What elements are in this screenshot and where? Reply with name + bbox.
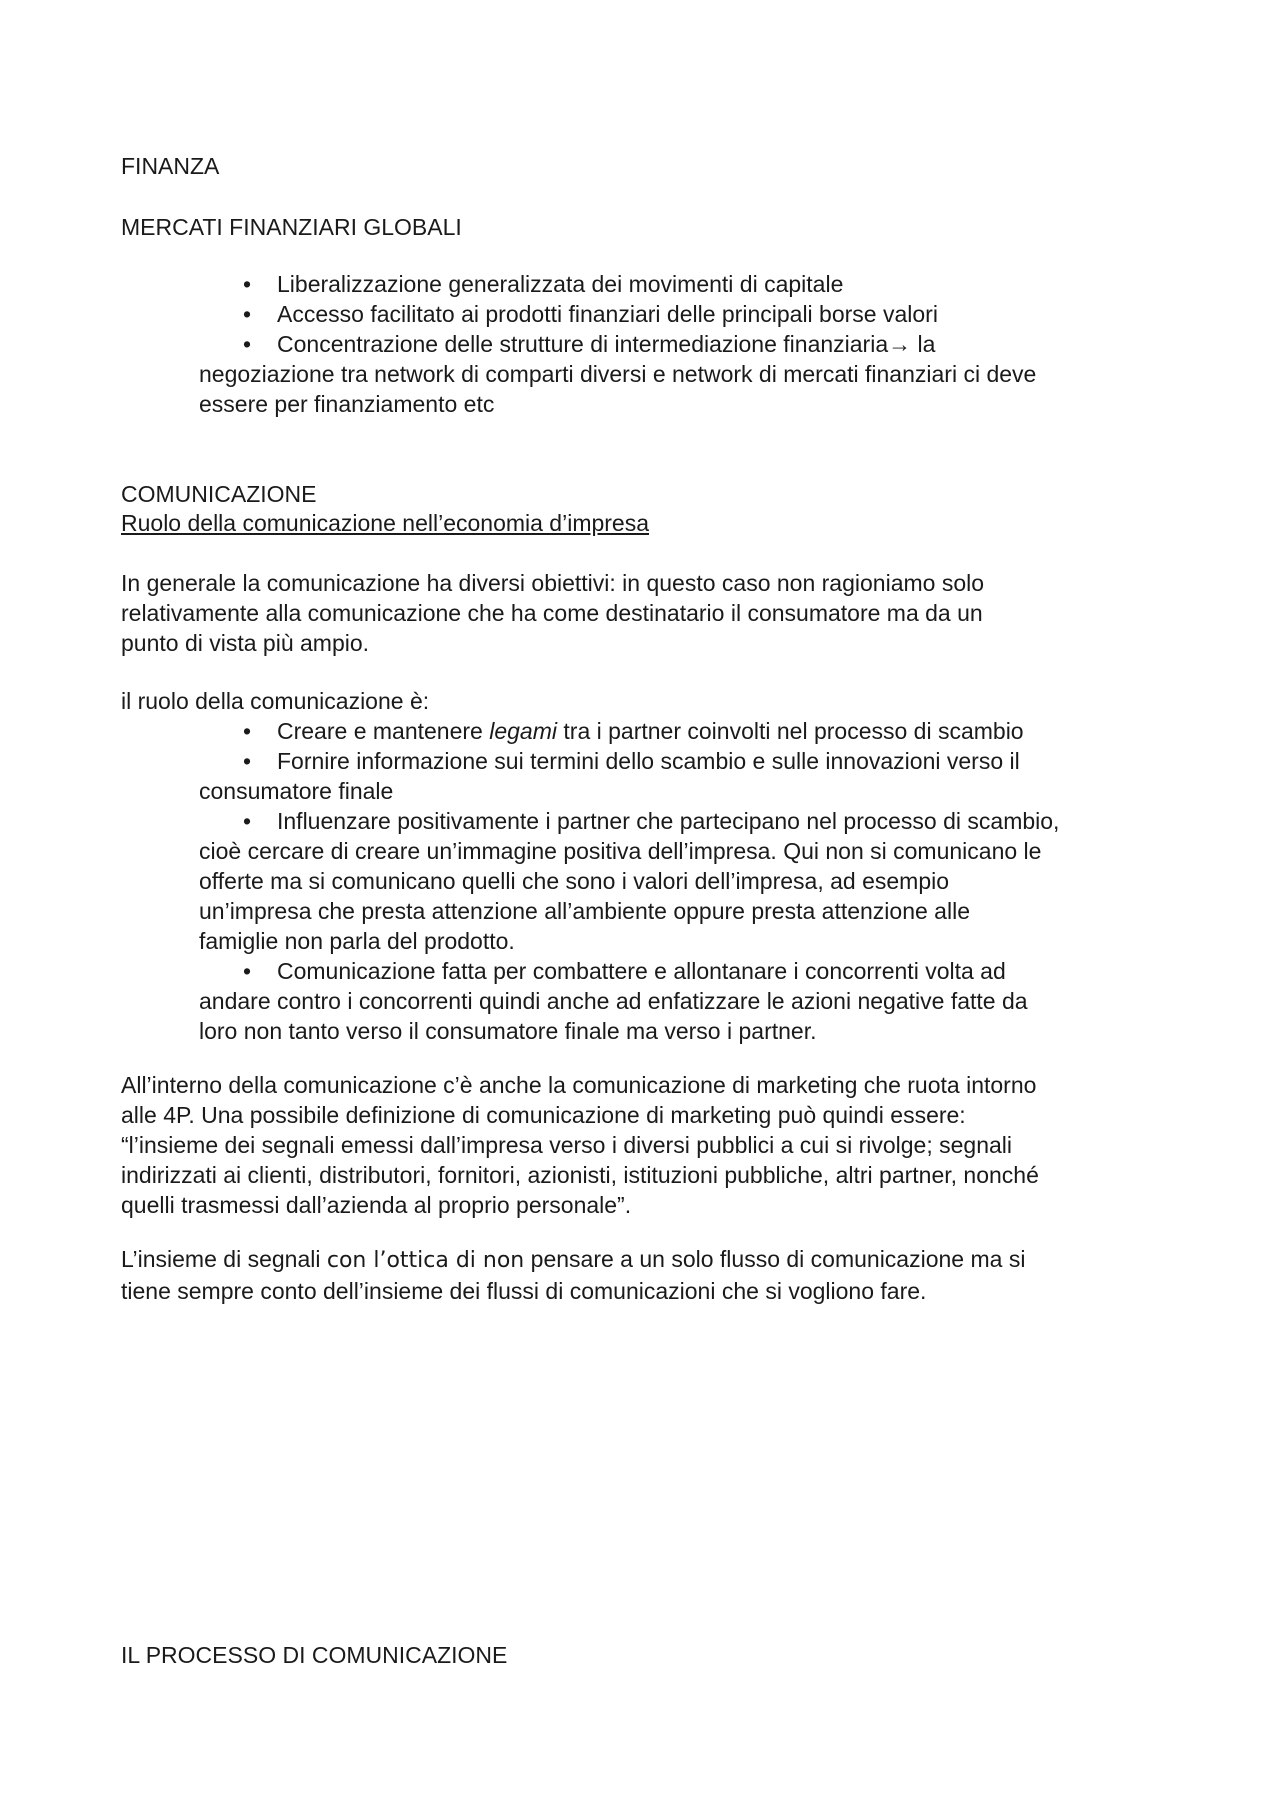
list-item-text: Accesso facilitato ai prodotti finanziari delle principali borse valori xyxy=(277,301,938,327)
paragraph-line: alle 4P. Una possibile definizione di comunicazione di marketing può quindi essere: xyxy=(121,1102,966,1128)
list-item-text: un’impresa che presta attenzione all’ambiente oppure presta attenzione alle xyxy=(199,898,970,924)
list-item-text: Comunicazione fatta per combattere e allontanare i concorrenti volta ad xyxy=(277,958,1006,984)
list-item-text: andare contro i concorrenti quindi anche ad enfatizzare le azioni negative fatte da xyxy=(199,988,1028,1014)
section-heading-processo: IL PROCESSO DI COMUNICAZIONE xyxy=(121,1642,508,1668)
role-bullet-list xyxy=(199,716,1179,1046)
list-item xyxy=(199,806,1179,956)
list-item-text: Fornire informazione sui termini dello scambio e sulle innovazioni verso il xyxy=(277,748,1020,774)
bullet-icon: • xyxy=(242,958,252,984)
paragraph-line: “l’insieme dei segnali emessi dall’impresa verso i diversi pubblici a cui si rivolge; segnali xyxy=(121,1132,1012,1158)
list-item-text: consumatore finale xyxy=(199,778,394,804)
paragraph-line: punto di vista più ampio. xyxy=(121,630,370,656)
bullet-icon: • xyxy=(242,331,252,357)
list-item-text: loro non tanto verso il consumatore finale ma verso i partner. xyxy=(199,1018,817,1044)
role-intro-text: il ruolo della comunicazione è: xyxy=(121,688,430,714)
list-item-text: Influenzare positivamente i partner che partecipano nel processo di scambio, xyxy=(277,808,1060,834)
text-fragment: pensare a un solo flusso di comunicazione ma si xyxy=(524,1246,1026,1272)
list-item-text: Concentrazione delle strutture di intermediazione finanziaria→ la xyxy=(277,331,936,357)
section-heading-comunicazione: COMUNICAZIONE xyxy=(121,481,317,507)
paragraph-line: All’interno della comunicazione c’è anche la comunicazione di marketing che ruota intorno xyxy=(121,1072,1037,1098)
intro-paragraph xyxy=(121,568,1171,658)
paragraph-line xyxy=(121,1244,1171,1276)
bullet-icon: • xyxy=(242,808,252,834)
list-item-text: negoziazione tra network di comparti diversi e network di mercati finanziari ci deve xyxy=(199,361,1037,387)
text-fragment: L’insieme di segnali xyxy=(121,1246,327,1272)
emphasis-text: legami xyxy=(489,718,557,744)
list-item-text: essere per finanziamento etc xyxy=(199,391,495,417)
paragraph-line: tiene sempre conto dell’insieme dei flussi di comunicazioni che si vogliono fare. xyxy=(121,1278,927,1304)
paragraph-line: relativamente alla comunicazione che ha come destinatario il consumatore ma da un xyxy=(121,600,983,626)
list-item-text: Liberalizzazione generalizzata dei movimenti di capitale xyxy=(277,271,844,297)
paragraph-line: quelli trasmessi dall’azienda al proprio personale”. xyxy=(121,1192,632,1218)
list-item-text: cioè cercare di creare un’immagine positiva dell’impresa. Qui non si comunicano le xyxy=(199,838,1042,864)
list-item xyxy=(199,956,1179,1046)
subheading-wrapper xyxy=(121,508,1171,538)
text-fragment: tra i partner coinvolti nel processo di scambio xyxy=(557,718,1024,744)
list-item xyxy=(199,716,1179,746)
closing-paragraph xyxy=(121,1244,1171,1306)
bullet-icon: • xyxy=(242,748,252,774)
list-item xyxy=(199,299,1179,329)
bullet-icon: • xyxy=(242,718,252,744)
list-item xyxy=(199,269,1179,299)
list-item-text: offerte ma si comunicano quelli che sono i valori dell’impresa, ad esempio xyxy=(199,868,950,894)
subheading-mercati-finanziari: MERCATI FINANZIARI GLOBALI xyxy=(121,214,462,240)
text-fragment: con l’ottica di non xyxy=(326,1248,525,1273)
paragraph-line: indirizzati ai clienti, distributori, fornitori, azionisti, istituzioni pubbliche, altri partner, nonché xyxy=(121,1162,1039,1188)
subheading-ruolo-comunicazione: Ruolo della comunicazione nell’economia d’impresa xyxy=(121,510,650,536)
list-item-text: famiglie non parla del prodotto. xyxy=(199,928,515,954)
finanza-bullet-list xyxy=(199,269,1179,419)
list-item-text xyxy=(199,716,1179,746)
section-heading-finanza: FINANZA xyxy=(121,153,220,179)
list-item xyxy=(199,746,1179,806)
text-fragment: Creare e mantenere xyxy=(277,718,490,744)
paragraph-line: In generale la comunicazione ha diversi obiettivi: in questo caso non ragioniamo solo xyxy=(121,570,985,596)
marketing-paragraph xyxy=(121,1070,1171,1220)
bullet-icon: • xyxy=(242,301,252,327)
list-item xyxy=(199,329,1179,419)
bullet-icon: • xyxy=(242,271,252,297)
